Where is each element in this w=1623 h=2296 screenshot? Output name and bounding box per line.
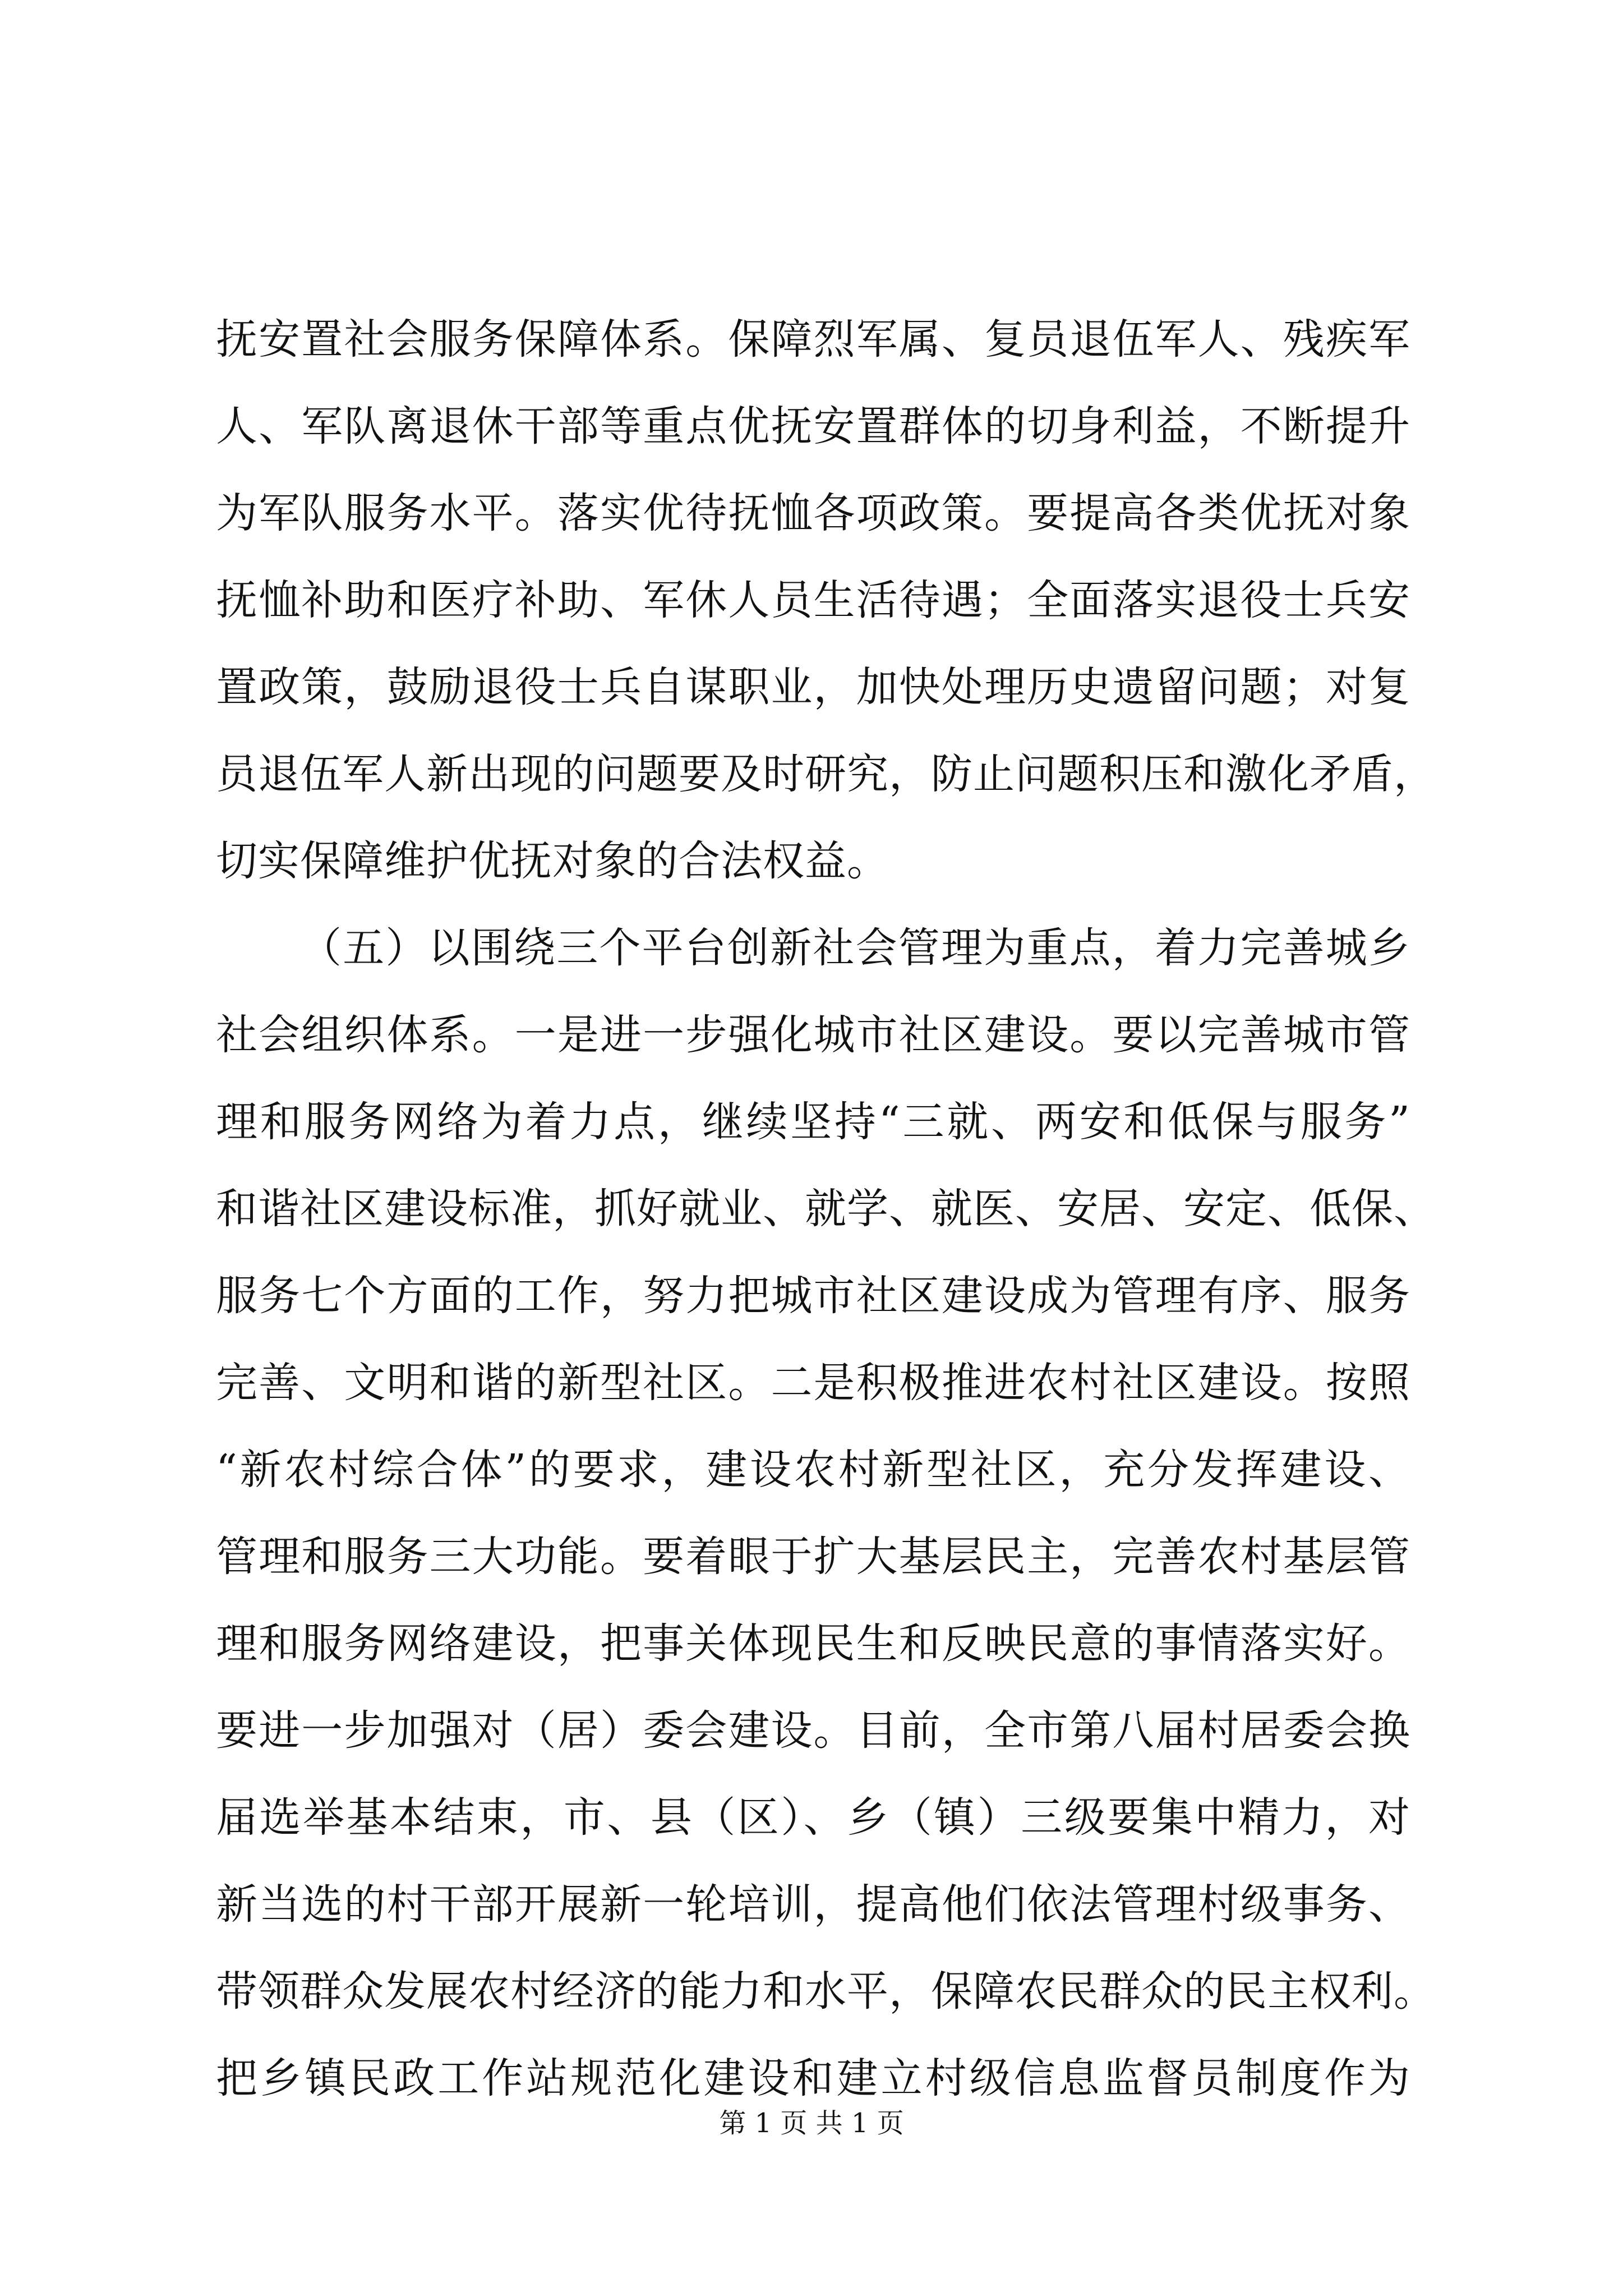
text-line: 管理和服务三大功能。要着眼于扩大基层民主，完善农村基层管 <box>216 1533 1410 1581</box>
page-footer: 第 1 页 共 1 页 <box>719 2108 904 2139</box>
text-line: 理和服务网络建设，把事关体现民生和反映民意的事情落实好。 <box>216 1619 1410 1668</box>
text-line: “新农村综合体”的要求，建设农村新型社区，充分发挥建设、 <box>216 1446 1410 1494</box>
text-line: 和谐社区建设标准，抓好就业、就学、就医、安居、安定、低保、 <box>216 1185 1436 1233</box>
text-line: 新当选的村干部开展新一轮培训，提高他们依法管理村级事务、 <box>216 1880 1410 1929</box>
text-line: 置政策，鼓励退役士兵自谋职业，加快处理历史遗留问题；对复 <box>216 663 1410 711</box>
text-line: 人、军队离退休干部等重点优抚安置群体的切身利益，不断提升 <box>216 402 1410 450</box>
text-line: 服务七个方面的工作，努力把城市社区建设成为管理有序、服务 <box>216 1272 1410 1320</box>
text-line: 带领群众发展农村经济的能力和水平，保障农民群众的民主权利。 <box>216 1967 1436 2016</box>
text-line: 社会组织体系。一是进一步强化城市社区建设。要以完善城市管 <box>216 1011 1410 1059</box>
document-body <box>216 296 1436 2122</box>
text-line: 抚恤补助和医疗补助、军休人员生活待遇；全面落实退役士兵安 <box>216 576 1410 624</box>
text-line: 要进一步加强对（居）委会建设。目前，全市第八届村居委会换 <box>216 1706 1410 1755</box>
text-line: 员退伍军人新出现的问题要及时研究，防止问题积压和激化矛盾， <box>216 750 1436 798</box>
text-line: 为军队服务水平。落实优待抚恤各项政策。要提高各类优抚对象 <box>216 489 1410 537</box>
text-line: 完善、文明和谐的新型社区。二是积极推进农村社区建设。按照 <box>216 1359 1410 1407</box>
text-line: 届选举基本结束，市、县（区）、乡（镇）三级要集中精力，对 <box>216 1793 1410 1842</box>
text-line: 理和服务网络为着力点，继续坚持“三就、两安和低保与服务” <box>216 1098 1410 1146</box>
paragraph-start-line: （五）以围绕三个平台创新社会管理为重点，着力完善城乡 <box>300 924 1410 972</box>
text-line: 把乡镇民政工作站规范化建设和建立村级信息监督员制度作为 <box>216 2054 1410 2102</box>
text-line: 切实保障维护优抚对象的合法权益。 <box>216 837 889 885</box>
text-line: 抚安置社会服务保障体系。保障烈军属、复员退伍军人、残疾军 <box>216 315 1410 364</box>
